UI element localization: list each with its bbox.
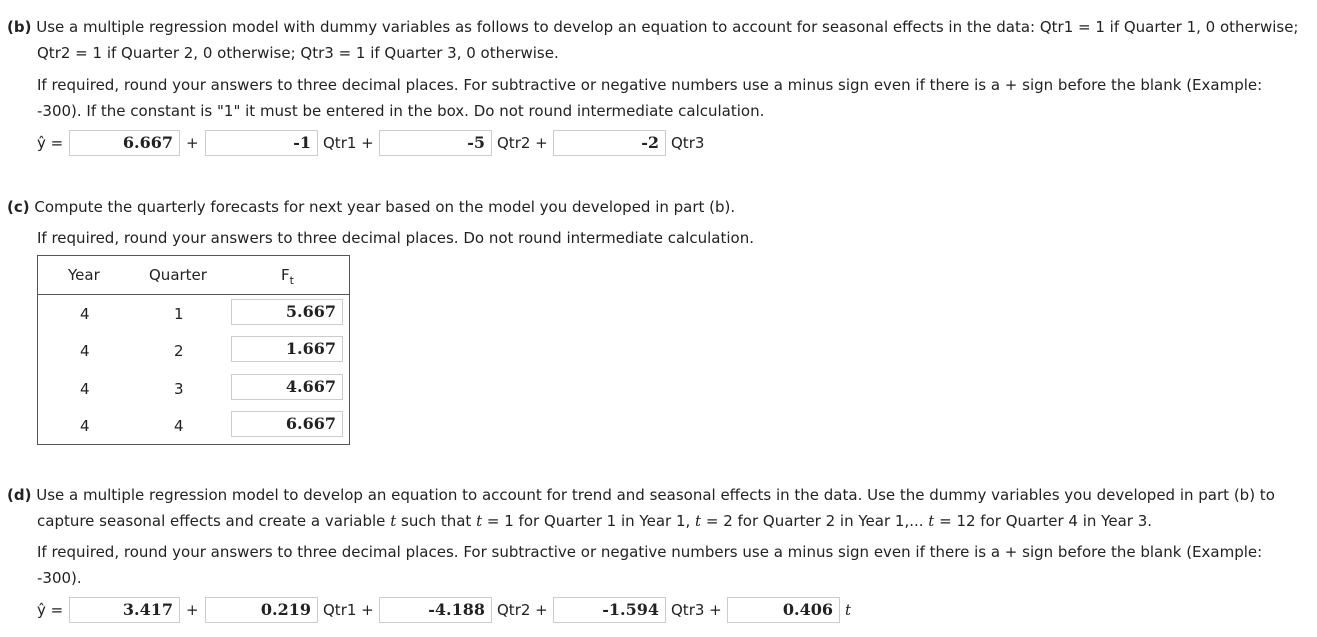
part-b-instructions-2: -300). If the constant is "1" it must be entered in the box. Do not round intermediate calculation. <box>37 102 765 120</box>
forecast-input-q4[interactable]: 6.667 <box>231 411 343 437</box>
forecast-table <box>37 255 350 445</box>
table-header-divider <box>38 294 349 295</box>
t-variable: t <box>476 512 483 530</box>
part-c-label: (c) <box>7 198 30 216</box>
part-d-text-2d: = 2 for Quarter 2 in Year 1,... <box>705 512 924 530</box>
part-b-qtr2-coef-input[interactable]: -5 <box>379 130 492 156</box>
forecast-input-q2[interactable]: 1.667 <box>231 336 343 362</box>
part-b-constant-input[interactable]: 6.667 <box>69 130 180 156</box>
part-b-line2: Qtr2 = 1 if Quarter 2, 0 otherwise; Qtr3 = 1 if Quarter 3, 0 otherwise. <box>37 44 559 62</box>
table-cell-quarter: 4 <box>174 417 184 435</box>
part-d-instructions-2: -300). <box>37 569 82 587</box>
part-c-text-1: Compute the quarterly forecasts for next year based on the model you developed in part (b). <box>34 198 736 216</box>
forecast-input-q1[interactable]: 5.667 <box>231 299 343 325</box>
part-d-text-2a: capture seasonal effects and create a variable <box>37 512 386 530</box>
part-d-text-2c: = 1 for Quarter 1 in Year 1, <box>486 512 691 530</box>
part-b-plus: + <box>186 134 199 152</box>
part-d-plus: + <box>186 601 199 619</box>
part-b-label: (b) <box>7 18 32 36</box>
part-b-yhat-label: ŷ = <box>37 134 64 152</box>
table-cell-year: 4 <box>80 342 90 360</box>
part-b-instructions-1: If required, round your answers to three decimal places. For subtractive or negative numbers use a minus sign even if there is a + sign before the blank (Example: <box>37 76 1263 94</box>
part-d-yhat-label: ŷ = <box>37 601 64 619</box>
table-cell-year: 4 <box>80 417 90 435</box>
part-d-line2 <box>37 512 1152 530</box>
table-cell-quarter: 2 <box>174 342 184 360</box>
part-b-qtr1-term: Qtr1 + <box>323 134 374 152</box>
table-header-ft-main: F <box>281 266 290 284</box>
t-variable: t <box>390 512 397 530</box>
part-c-line1 <box>7 198 735 216</box>
table-header-ft <box>281 266 294 287</box>
part-d-qtr2-term: Qtr2 + <box>497 601 548 619</box>
table-cell-year: 4 <box>80 380 90 398</box>
table-header-ft-sub: t <box>289 274 294 287</box>
part-d-label: (d) <box>7 486 32 504</box>
part-d-text-2b: such that <box>401 512 472 530</box>
forecast-input-q3[interactable]: 4.667 <box>231 374 343 400</box>
t-variable: t <box>928 512 935 530</box>
part-d-qtr2-coef-input[interactable]: -4.188 <box>379 597 492 623</box>
table-cell-quarter: 3 <box>174 380 184 398</box>
part-d-qtr1-coef-input[interactable]: 0.219 <box>205 597 318 623</box>
part-b-line1 <box>7 18 1298 36</box>
part-d-trend-coef-input[interactable]: 0.406 <box>727 597 840 623</box>
part-d-qtr3-coef-input[interactable]: -1.594 <box>553 597 666 623</box>
part-d-instructions-1: If required, round your answers to three decimal places. For subtractive or negative numbers use a minus sign even if there is a + sign before the blank (Example: <box>37 543 1263 561</box>
part-b-qtr1-coef-input[interactable]: -1 <box>205 130 318 156</box>
part-c-instructions: If required, round your answers to three decimal places. Do not round intermediate calculation. <box>37 229 754 247</box>
part-d-trend-term: t <box>845 601 852 619</box>
part-b-qtr3-term: Qtr3 <box>671 134 705 152</box>
part-b-qtr2-term: Qtr2 + <box>497 134 548 152</box>
part-d-text-1: Use a multiple regression model to develop an equation to account for trend and seasonal effects in the data. Use the dummy variables you developed in part (b) to <box>36 486 1275 504</box>
part-d-qtr3-term: Qtr3 + <box>671 601 722 619</box>
part-d-text-2e: = 12 for Quarter 4 in Year 3. <box>939 512 1153 530</box>
part-b-text-1: Use a multiple regression model with dummy variables as follows to develop an equation to account for seasonal effects in the data: Qtr1 = 1 if Quarter 1, 0 otherwise; <box>36 18 1299 36</box>
part-d-qtr1-term: Qtr1 + <box>323 601 374 619</box>
table-cell-year: 4 <box>80 305 90 323</box>
table-header-year: Year <box>68 266 100 284</box>
table-header-quarter: Quarter <box>149 266 207 284</box>
part-b-qtr3-coef-input[interactable]: -2 <box>553 130 666 156</box>
t-variable: t <box>695 512 702 530</box>
table-cell-quarter: 1 <box>174 305 184 323</box>
part-d-constant-input[interactable]: 3.417 <box>69 597 180 623</box>
part-d-line1 <box>7 486 1275 504</box>
